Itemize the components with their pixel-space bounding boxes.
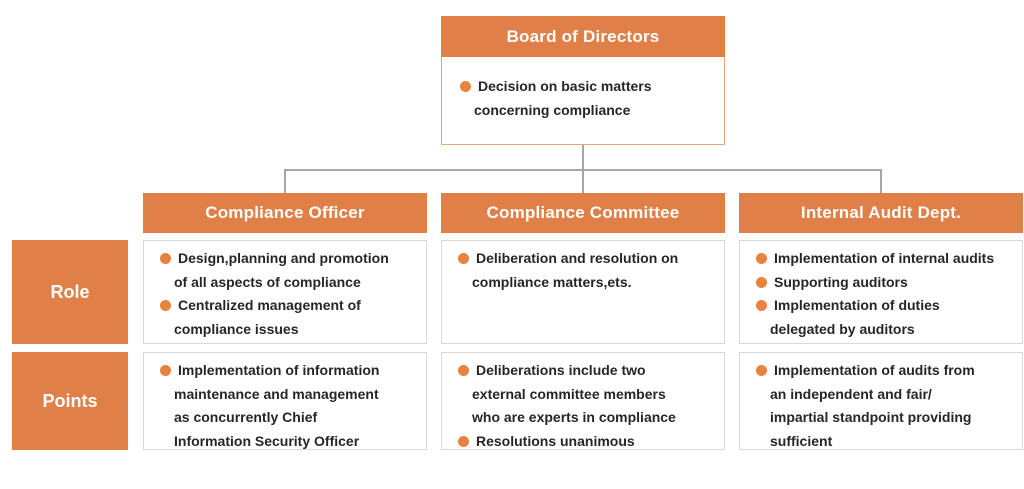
board-of-directors-body: [441, 57, 725, 145]
column-title: Internal Audit Dept.: [800, 203, 962, 222]
connector-board-stem: [582, 145, 584, 170]
column-header-internal-audit-dept: [739, 193, 1023, 233]
connector-center-drop: [582, 169, 584, 194]
cell-items: [756, 359, 1012, 453]
cell-item: Implementation of audits from: [756, 359, 1012, 383]
cell-item-continuation: as concurrently Chief: [174, 409, 318, 425]
points-compliance-committee-cell: [441, 352, 725, 450]
cell-item-continuation: external committee members: [472, 385, 666, 402]
row-label-role: [12, 240, 128, 344]
cell-items: [160, 247, 416, 341]
cell-item: Deliberation and resolution on: [458, 247, 714, 271]
cell-item-continuation: Information Security Officer: [174, 432, 360, 449]
cell-item-continuation: of all aspects of compliance: [174, 273, 361, 290]
row-label-points: [12, 352, 128, 450]
board-item: Decision on basic matters: [460, 75, 714, 99]
cell-item-continuation: delegated by auditors: [770, 320, 915, 337]
cell-item-continuation: impartial standpoint providing: [770, 409, 972, 425]
board-title: Board of Directors: [506, 26, 660, 46]
cell-item-continuation: compliance matters,ets.: [472, 273, 632, 290]
cell-items: [458, 247, 714, 294]
row-label-text: Role: [50, 281, 90, 302]
cell-item: Centralized management of: [160, 294, 416, 318]
board-of-directors-header: [441, 16, 725, 57]
board-item-continuation: concerning compliance: [474, 101, 631, 118]
points-compliance-officer-cell: [143, 352, 427, 450]
column-title: Compliance Committee: [486, 203, 680, 222]
connector-right-drop: [880, 169, 882, 194]
role-internal-audit-cell: [739, 240, 1023, 344]
points-internal-audit-cell: [739, 352, 1023, 450]
connector-left-drop: [284, 169, 286, 194]
cell-item: Resolutions unanimous: [458, 430, 714, 454]
cell-item-continuation: sufficient: [770, 432, 833, 449]
cell-item: Design,planning and promotion: [160, 247, 416, 271]
cell-item-continuation: an independent and fair/: [770, 385, 932, 402]
cell-item: Implementation of duties: [756, 294, 1012, 318]
cell-item: Implementation of information: [160, 359, 416, 383]
cell-items: [458, 359, 714, 453]
cell-item-continuation: who are experts in compliance: [472, 409, 676, 425]
cell-item-continuation: compliance issues: [174, 320, 299, 337]
column-header-compliance-officer: [143, 193, 427, 233]
cell-item: Implementation of internal audits: [756, 247, 1012, 271]
column-header-compliance-committee: [441, 193, 725, 233]
column-title: Compliance Officer: [205, 203, 365, 222]
cell-item: Deliberations include two: [458, 359, 714, 383]
role-compliance-committee-cell: [441, 240, 725, 344]
row-label-text: Points: [42, 390, 98, 411]
cell-items: [160, 359, 416, 453]
board-items: [460, 75, 714, 122]
cell-items: [756, 247, 1012, 341]
cell-item-continuation: maintenance and management: [174, 385, 379, 402]
cell-item: Supporting auditors: [756, 271, 1012, 295]
role-compliance-officer-cell: [143, 240, 427, 344]
